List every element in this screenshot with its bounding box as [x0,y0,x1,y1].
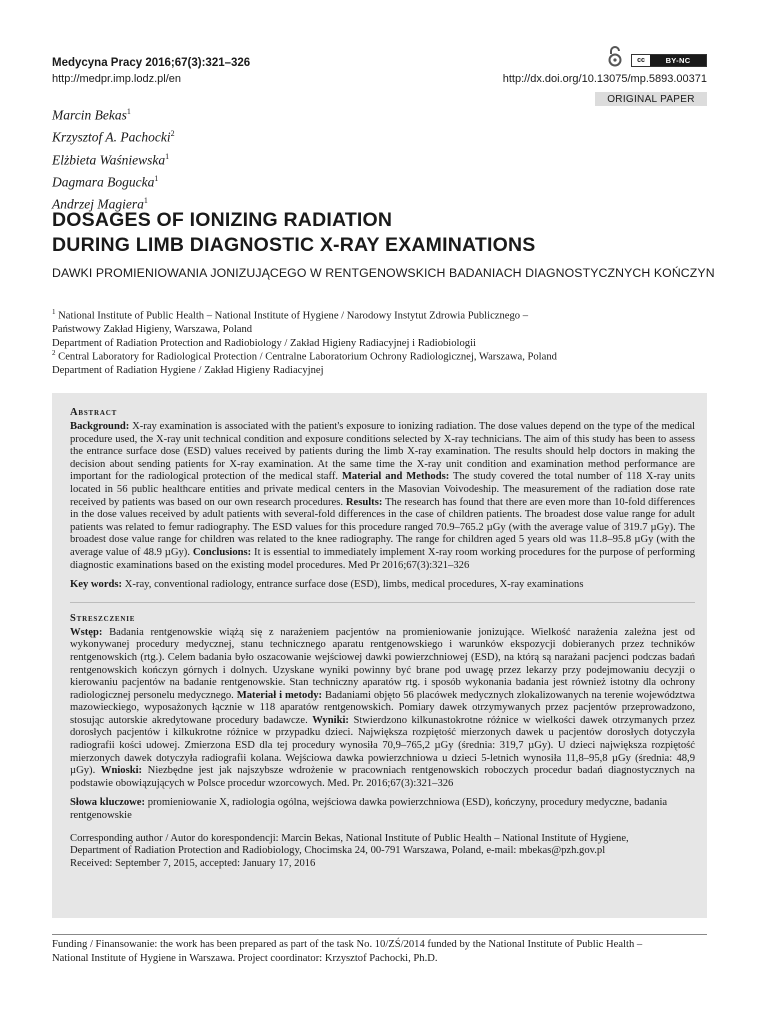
section-divider [70,602,695,603]
author: Marcin Bekas$^1$ [52,107,131,123]
journal-citation: Medycyna Pracy 2016;67(3):321–326 [52,57,251,69]
affiliation: $^2$ Central Laboratory for Radiological Protection / Centralne Laboratorium Ochrony Radiologicznej, Warszawa, Poland Department of Radiation Hygiene / Zakład Higieny Radiacyjnej [52,349,557,377]
article-type-label: ORIGINAL PAPER [595,92,707,106]
author: Dagmara Bogucka$^1$ [52,173,159,190]
license-by-nc-label: BY-NC [650,55,706,66]
streszczenie-keywords: Słowa kluczowe: promieniowanie X, radiologia ogólna, wejściowa dawka powierzchniowa (ESD), kończyny, procedury medyczne, badania rentgenowskie [70,797,668,822]
doi-link[interactable]: http://dx.doi.org/10.13075/mp.5893.00371 [502,73,707,85]
abstract-keywords: Key words: X-ray, conventional radiology, entrance surface dose (ESD), limbs, medical procedures, X-ray examinations [70,579,584,591]
license-badge[interactable] [631,54,707,67]
author: Elżbieta Waśniewska$^1$ [52,151,170,168]
streszczenie-text: Wstęp: Badania rentgenowskie wiążą się z narażeniem pacjentów na promieniowanie jonizujące. Wielkość narażenia zależna jest od wykonywanej procedury medycznej, stanu technicznego aparatu rentgenowskiego i warunków ekspozycji dobieranych przez techników rentgenowskich (rtg.). Celem badania było oszacowanie wejściowej dawki powierzchniowej (ESD), na którą są narażani pacjenci podczas badań rentgenowskich kończyn górnych i dolnych. Uzyskane wyniki powinny być brane pod uwagę przez lekarzy przy podejmowaniu decyzji o kierowaniu pacjentów na badanie rentgenowskie. Stan techniczny aparatów rtg. i sposób wykonania badania jest również istotny dla ochrony radiologicznej personelu medycznego. Materiał i metody: Badaniami objęto 56 placówek medycznych zlokalizowanych na terenie województwa mazowieckiego, wyposażonych łącznie w 118 aparatów rentgenowskich. Pomiary dawek otrzymywanych przez pacjentów przeprowadzono, stosując autorskie akredytowane procedury badawcze. Wyniki: Stwierdzono kilkunastokrotne różnice w wielkości dawek otrzymanych przez dorosłych pacjentów i kilkukrotne różnice w przypadku dzieci. Największa rozpiętość mierzonych dawek u pacjentów dorosłych dotyczyła radiografii kości udowej. Zmierzona ESD dla tej procedury wynosiła 70,9–765,2 µGy (średnia: 319,7 µGy). U dzieci największa rozpiętość mierzonych dawek dotyczyła radiografii kolana. Wejściowa dawka powierzchniowa u dzieci 5-letnich wynosiła 11,8–95,8 µGy (średnia: 48,9 µGy). Wnioski: Niezbędne jest jak najszybsze wdrożenie w pracowniach rentgenowskich roboczych procedur badań diagnostycznych na podstawie obowiązujących w Polsce procedur wzorcowych. Med. Pr. 2016;67(3):321–326 [70,626,695,789]
funding-note: Funding / Finansowanie: the work has been prepared as part of the task No. 10/ZŚ/2014 funded by the National Institute of Public Health – National Institute of Hygiene in Warszawa. Project coordinator: Krzysztof Pachocki, Ph.D. [52,939,643,964]
cc-icon: cc [637,57,645,64]
open-lock-icon [608,45,622,67]
footnote-divider [52,934,707,935]
author: Andrzej Magiera$^1$ [52,196,148,212]
author-list [52,103,175,214]
abstract-box [52,393,707,918]
article-title: DOSAGES OF IONIZING RADIATION DURING LIMB DIAGNOSTIC X-RAY EXAMINATIONS [52,209,536,256]
article-subtitle: DAWKI PROMIENIOWANIA JONIZUJĄCEGO W RENTGENOWSKICH BADANIACH DIAGNOSTYCZNYCH KOŃCZYN [52,266,715,280]
abstract-heading: Abstract [70,407,118,418]
author: Krzysztof A. Pachocki$^2$ [52,129,175,145]
abstract-text: Background: X-ray examination is associated with the patient's exposure to ionizing radiation. The dose values depend on the type of the medical procedure used, the X-ray unit technical condition and exposure conditions selected by X-ray technicians. The aim of this study has been to assess the entrance surface dose (ESD) values received by patients during the limb X-ray examination. The results should help doctors in making the decision about sending patients for X-ray examination. At the same time the X-ray unit condition and examination method performance are important for the radiological protection of the medical staff. Material and Methods: The study covered the total number of 118 X-ray units located in 56 public healthcare entities and private medical centers in the Masovian Voivodeship. The measurement of the radiation dose rate received by patients was based on our own research procedures. Results: The research has found that there are even more than 10-fold differences in the dose values received by adult patients with several-fold differences in the case of children patients. The broadest dose value range for adult patients was related to femur radiography. The ESD values for this procedure ranged 70.9–765.2 µGy (with the average value of 319.7 µGy). The broadest dose value range for children was related to the knee radiography. The range for children aged 5 years old was 11.8–95.8 µGy (with the average value of 48.9 µGy). Conclusions: It is essential to immediately implement X-ray room working procedures for the purpose of performing diagnostic examinations based on the existing model procedures. Med Pr 2016;67(3):321–326 [70,421,696,571]
correspondence: Corresponding author / Autor do korespondencji: Marcin Bekas, National Institute of Public Health – National Institute of Hygiene, Department of Radiation Protection and Radiobiology, Chocimska 24, 00-791 Warszawa, Poland, e-mail: mbekas@pzh.gov.pl Received: September 7, 2015, accepted: January 17, 2016 [70,832,629,869]
journal-url-link[interactable]: http://medpr.imp.lodz.pl/en [52,73,182,85]
streszczenie-heading: Streszczenie [70,612,136,624]
affiliation: $^1$ National Institute of Public Health – National Institute of Hygiene / Narodowy Instytut Zdrowia Publicznego – Państwowy Zakład Higieny, Warszawa, Poland Department of Radiation Protection and Radiobiology / Zakład Higieny Radiacyjnej i Radiobiologii [52,308,529,349]
